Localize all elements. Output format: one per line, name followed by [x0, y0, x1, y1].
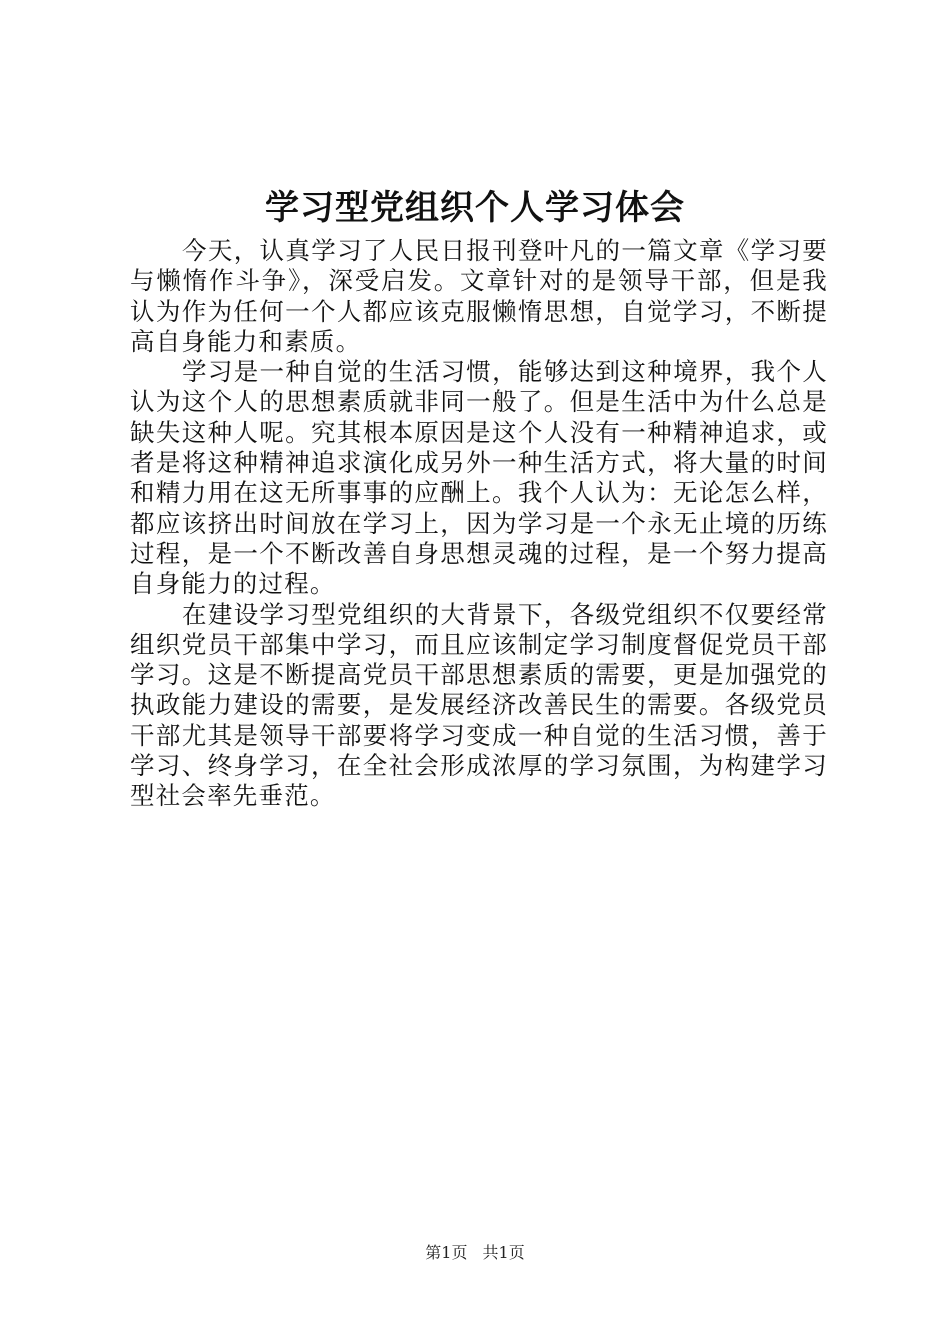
document-body — [130, 236, 828, 812]
body-paragraph-1: 今天，认真学习了人民日报刊登叶凡的一篇文章《学习要与懒惰作斗争》，深受启发。文章针对的是领导干部，但是我认为作为任何一个人都应该克服懒惰思想，自觉学习，不断提高自身能力和素质。 — [130, 236, 828, 356]
document-title: 学习型党组织个人学习体会 — [265, 188, 685, 228]
page-footer — [0, 1242, 950, 1264]
total-pages-label: 共1页 — [482, 1243, 525, 1262]
current-page-label: 第1页 — [425, 1243, 468, 1262]
body-paragraph-2: 学习是一种自觉的生活习惯，能够达到这种境界，我个人认为这个人的思想素质就非同一般了。但是生活中为什么总是缺失这种人呢。究其根本原因是这个人没有一种精神追求，或者是将这种精神追求演化成另外一种生活方式，将大量的时间和精力用在这无所事事的应酬上。我个人认为：无论怎么样，都应该挤出时间放在学习上，因为学习是一个永无止境的历练过程，是一个不断改善自身思想灵魂的过程，是一个努力提高自身能力的过程。 — [130, 357, 828, 599]
body-paragraph-3: 在建设学习型党组织的大背景下，各级党组织不仅要经常组织党员干部集中学习，而且应该制定学习制度督促党员干部学习。这是不断提高党员干部思想素质的需要，更是加强党的执政能力建设的需要，是发展经济改善民生的需要。各级党员干部尤其是领导干部要将学习变成一种自觉的生活习惯，善于学习、终身学习，在全社会形成浓厚的学习氛围，为构建学习型社会率先垂范。 — [130, 599, 828, 811]
